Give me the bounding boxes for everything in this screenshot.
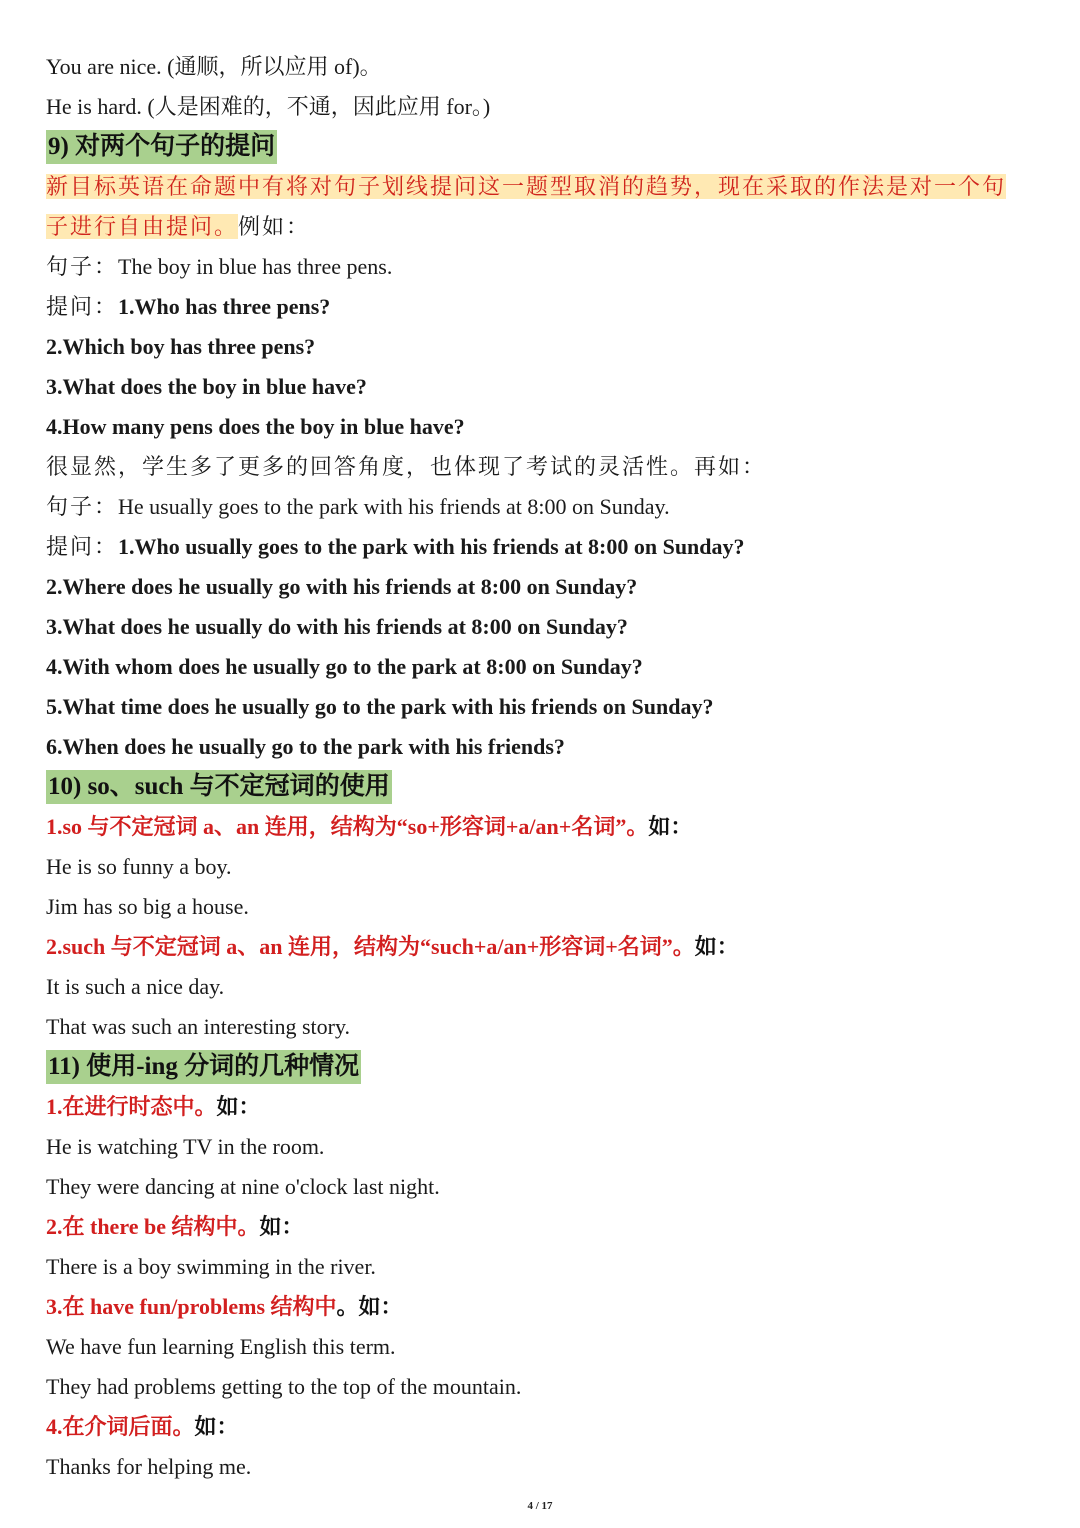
question-2-5: 5.What time does he usually go to the park with his friends on Sunday? — [46, 694, 714, 719]
question-2-2: 2.Where does he usually go with his friends at 8:00 on Sunday? — [46, 574, 638, 599]
sentence-text: He usually goes to the park with his friends at 8:00 on Sunday. — [118, 494, 670, 519]
rule-tail: 如： — [694, 934, 739, 959]
rule-11-2 — [46, 1207, 1036, 1247]
example-line: There is a boy swimming in the river. — [46, 1254, 376, 1279]
question-1-4: 4.How many pens does the boy in blue have? — [46, 414, 465, 439]
section-11-heading-row — [46, 1047, 1036, 1087]
sentence-2 — [46, 487, 1036, 527]
rule-tail: 。如： — [336, 1294, 403, 1319]
sentence-1 — [46, 247, 1036, 287]
rule-11-1 — [46, 1087, 1036, 1127]
page-number: 4 / 17 — [527, 1500, 553, 1512]
question-2-6: 6.When does he usually go to the park with his friends? — [46, 734, 565, 759]
question-1-3: 3.What does the boy in blue have? — [46, 374, 367, 399]
rule-text: 1.so 与不定冠词 a、an 连用，结构为“so+形容词+a/an+名词”。 — [46, 814, 649, 839]
example-line: It is such a nice day. — [46, 974, 225, 999]
text-line: You are nice. (通顺，所以应用 of)。 — [46, 54, 382, 79]
remark-line: 很显然，学生多了更多的回答角度，也体现了考试的灵活性。再如： — [46, 454, 767, 479]
rule-11-4 — [46, 1407, 1036, 1447]
example-line: They were dancing at nine o'clock last night. — [46, 1174, 440, 1199]
highlighted-text: 新目标英语在命题中有将对句子划线提问这一题型取消的趋势，现在采取的作法是对一个句 — [46, 174, 1007, 199]
example-line: Thanks for helping me. — [46, 1454, 252, 1479]
section-heading: 9) 对两个句子的提问 — [46, 130, 277, 164]
example-line: That was such an interesting story. — [46, 1014, 351, 1039]
question-label: 提问： — [46, 534, 119, 559]
example-line: He is watching TV in the room. — [46, 1134, 325, 1159]
question-text: 1.Who has three pens? — [118, 294, 331, 319]
intro-tail: 例如： — [238, 214, 311, 239]
section-10-heading-row — [46, 767, 1036, 807]
text-line: He is hard. (人是困难的，不通，因此应用 for。) — [46, 94, 491, 119]
highlighted-text: 子进行自由提问。 — [46, 214, 239, 239]
example-line: Jim has so big a house. — [46, 894, 249, 919]
section-heading: 11) 使用-ing 分词的几种情况 — [46, 1050, 361, 1084]
sentence-text: The boy in blue has three pens. — [118, 254, 393, 279]
rule-text: 1.在进行时态中。 — [46, 1094, 217, 1119]
rule-tail: 如： — [648, 814, 693, 839]
sentence-label: 句子： — [46, 254, 119, 279]
intro-line-1 — [46, 167, 1036, 207]
question-2-1 — [46, 527, 1036, 567]
sentence-label: 句子： — [46, 494, 119, 519]
rule-tail: 如： — [216, 1094, 261, 1119]
rule-text: 3.在 have fun/problems 结构中 — [46, 1294, 337, 1319]
example-line: We have fun learning English this term. — [46, 1334, 396, 1359]
example-line: They had problems getting to the top of the mountain. — [46, 1374, 522, 1399]
document-page — [46, 47, 1036, 1487]
section-heading: 10) so、such 与不定冠词的使用 — [46, 770, 392, 804]
question-text: 1.Who usually goes to the park with his friends at 8:00 on Sunday? — [118, 534, 745, 559]
rule-text: 2.such 与不定冠词 a、an 连用，结构为“such+a/an+形容词+名词”。 — [46, 934, 695, 959]
question-2-3: 3.What does he usually do with his friends at 8:00 on Sunday? — [46, 614, 628, 639]
rule-11-3 — [46, 1287, 1036, 1327]
question-2-4: 4.With whom does he usually go to the park at 8:00 on Sunday? — [46, 654, 643, 679]
rule-tail: 如： — [194, 1414, 239, 1439]
rule-10-2 — [46, 927, 1036, 967]
example-line: He is so funny a boy. — [46, 854, 232, 879]
question-1-2: 2.Which boy has three pens? — [46, 334, 316, 359]
intro-line-2 — [46, 207, 1036, 247]
section-9-heading-row — [46, 127, 1036, 167]
question-label: 提问： — [46, 294, 119, 319]
rule-10-1 — [46, 807, 1036, 847]
rule-tail: 如： — [259, 1214, 304, 1239]
rule-text: 4.在介词后面。 — [46, 1414, 195, 1439]
rule-text: 2.在 there be 结构中。 — [46, 1214, 260, 1239]
question-1-1 — [46, 287, 1036, 327]
